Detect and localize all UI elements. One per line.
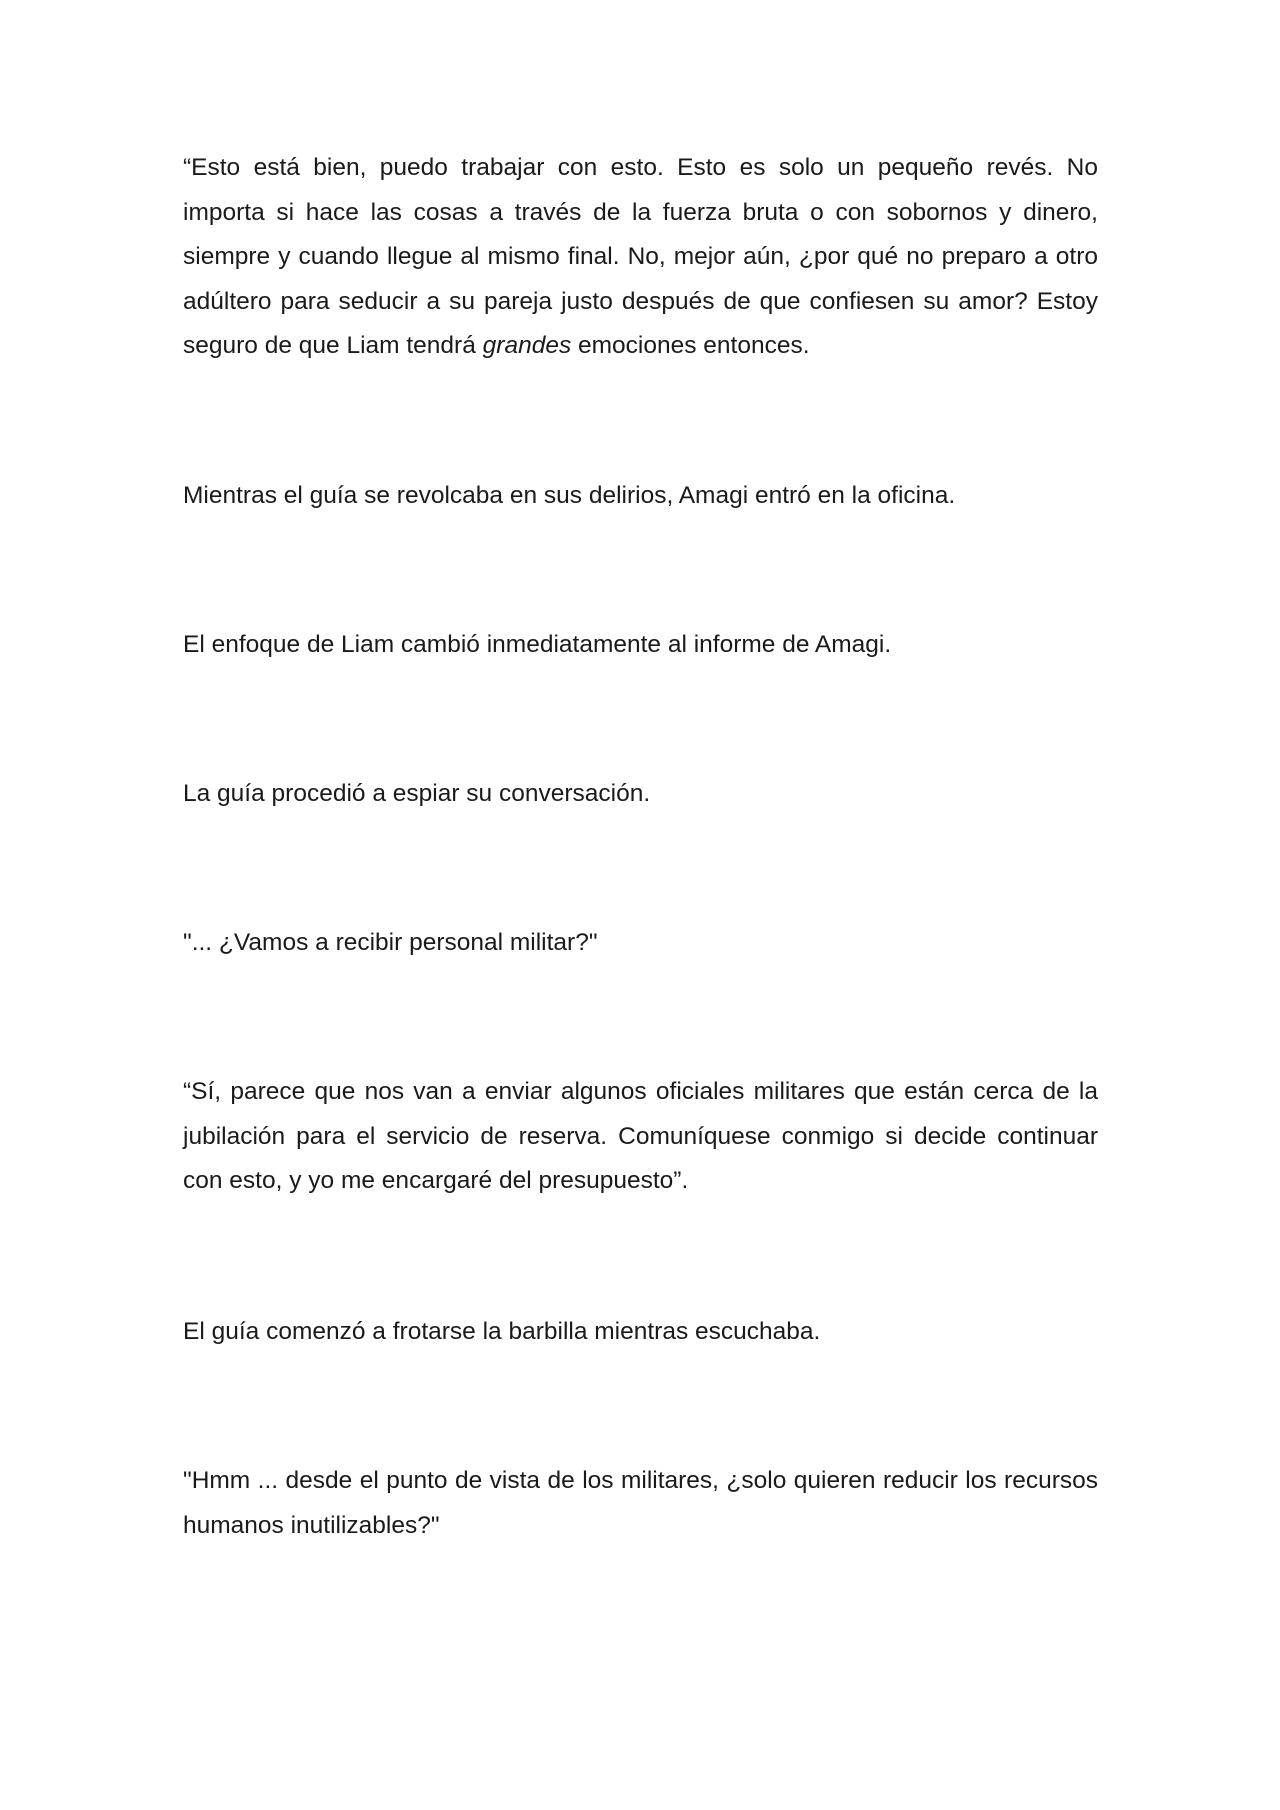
paragraph-2: Mientras el guía se revolcaba en sus delirios, Amagi entró en la oficina.: [183, 482, 956, 509]
paragraph-4: La guía procedió a espiar su conversación.: [183, 780, 651, 807]
paragraph-1-text-start: “Esto está bien, puedo trabajar con esto. Esto es solo un pequeño revés. No importa si hace las cosas a través de la fuerza bruta o con sobornos y dinero, siempre y cuando llegue al mismo final. No, mejor aún, ¿por qué no preparo a otro adúltero para seducir a su pareja justo después de que confiesen su amor? Estoy seguro de que Liam tendrá: [183, 154, 1098, 359]
paragraph-8: "Hmm ... desde el punto de vista de los militares, ¿solo quieren reducir los recursos humanos inutilizables?": [183, 1467, 1098, 1539]
paragraph-1-text-end: emociones entonces.: [571, 332, 810, 359]
paragraph-7: El guía comenzó a frotarse la barbilla mientras escuchaba.: [183, 1318, 821, 1345]
paragraph-1-emphasis: grandes: [482, 332, 572, 359]
paragraph-5: "... ¿Vamos a recibir personal militar?": [183, 929, 598, 956]
paragraph-1: [183, 146, 1098, 369]
paragraph-6: “Sí, parece que nos van a enviar algunos oficiales militares que están cerca de la jubilación para el servicio de reserva. Comuníquese conmigo si decide continuar con esto, y yo me encargaré del presupuesto”.: [183, 1078, 1098, 1194]
paragraph-3: El enfoque de Liam cambió inmediatamente al informe de Amagi.: [183, 631, 892, 658]
